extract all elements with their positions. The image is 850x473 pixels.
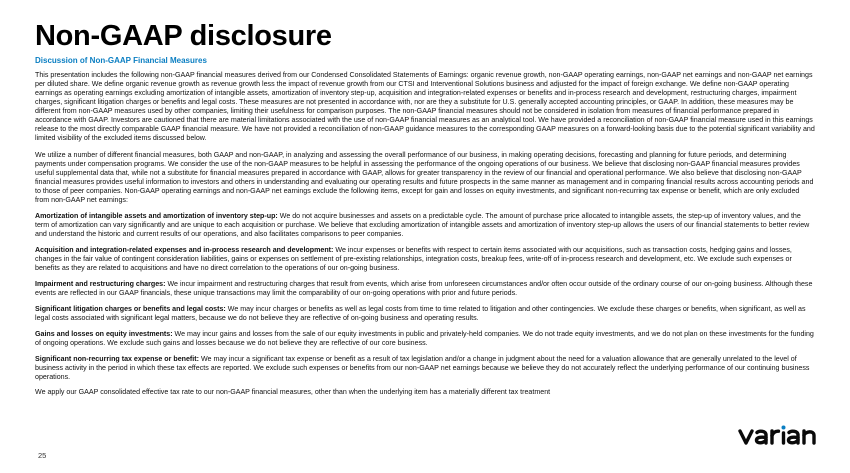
excluded-item bbox=[35, 280, 815, 298]
excluded-item-text: We incur impairment and restructuring charges that result from events, which arise from unforeseen circumstances and/or often occur outside of the ordinary course of our on-going business. Although these events are reflected in our GAAP financials, these unique transactions may limit the comparability of our on-going operations with prior and future periods. bbox=[35, 279, 813, 297]
excluded-item-text: We incur expenses or benefits with respect to certain items associated with our acquisitions, such as transaction costs, hedging gains and losses, changes in the fair value of contingent consideration liabilities, gains or expenses on settlement of pre-existing relationships, integration costs, breakup fees, write-off of in-process research and development, etc. We exclude such expenses or benefits as they are related to acquisitions and have no direct correlation to the operations of our on-going business. bbox=[35, 245, 792, 272]
excluded-item-heading: Impairment and restructuring charges: bbox=[35, 279, 166, 288]
usage-paragraph: We utilize a number of different financial measures, both GAAP and non-GAAP, in analyzing and assessing the overall performance of our business, in making operating decisions, forecasting and planning for future periods, and determining payments under compensation programs. We consider the use of the non-GAAP measures to be helpful in assessing the performance of the ongoing operations of our business. We believe that disclosing non-GAAP financial measures provides useful supplemental data that, while not a substitute for financial measures prepared in accordance with GAAP, allows for greater transparency in the review of our financial and operational performance. We also believe that disclosing non-GAAP financial measures provides useful information to investors and others in understanding and evaluating our operating results and future prospects in the same manner as management and in comparing financial results across accounting periods and to those of peer companies. Non-GAAP operating earnings and non-GAAP net earnings exclude the following items, except for gain and losses on equity investments, and significant non-recurring tax expense or benefit, which are only excluded from non-GAAP net earnings: bbox=[35, 150, 814, 205]
excluded-item-text: We do not acquire businesses and assets on a predictable cycle. The amount of purchase price allocated to intangible assets, the step-up of inventory values, and the term of amortization can vary significantly and are unique to each acquisition or purchase. We believe that excluding amortization of intangible assets and amortization of inventory step-up allows the users of our financial statements to better review and understand the historic and current results of our operations, and also facilitates comparisons to peer companies. bbox=[35, 211, 810, 239]
excluded-item bbox=[35, 330, 815, 348]
excluded-item-heading: Gains and losses on equity investments: bbox=[35, 329, 173, 338]
page-title: Non-GAAP disclosure bbox=[35, 20, 332, 52]
excluded-item-heading: Amortization of intangible assets and amortization of inventory step-up: bbox=[35, 211, 278, 220]
intro-paragraph: This presentation includes the following non-GAAP financial measures derived from our Condensed Consolidated Statements of Earnings: organic revenue growth, non-GAAP operating earnings, non-GAAP net earnings and non-GAAP net earnings per diluted share. We define organic revenue growth as revenue growth less the impact of revenue growth from our CTSI and Interventional Solutions business and adjusted for the impact of foreign exchange. We define non-GAAP operating earnings as operating earnings excluding amortization of intangible assets, amortization of inventory step-up, acquisition and integration-related expenses or benefits and in-process research and development, restructuring charges, impairment charges, significant litigation charges or benefits and legal costs. These measures are not presented in accordance with, nor are they a substitute for U.S. generally accepted accounting principles, or GAAP. In addition, these measures may be different from non-GAAP measures used by other companies, limiting their usefulness for comparison purposes. The non-GAAP financial measures should not be considered in isolation from measures of financial performance prepared in accordance with GAAP. Investors are cautioned that there are material limitations associated with the use of non-GAAP financial measures as an analytical tool. We have provided a reconciliation of non-GAAP financial measure used in this earnings release to the most directly comparable GAAP financial measure. We have not provided a reconciliation of non-GAAP guidance measures to the corresponding GAAP measures on a forward-looking basis due to the potential significant variability and limited visibility of the excluded items discussed below. bbox=[35, 71, 815, 143]
excluded-item bbox=[35, 212, 815, 239]
excluded-item-heading: Acquisition and integration-related expenses and in-process research and development: bbox=[35, 245, 334, 254]
excluded-item-heading: Significant litigation charges or benefits and legal costs: bbox=[35, 304, 226, 313]
excluded-item bbox=[35, 355, 815, 382]
excluded-item bbox=[35, 246, 815, 273]
excluded-item-text: We may incur gains and losses from the sale of our equity investments in public and privately-held companies. We do not trade equity investments, and we do not plan on these investments for the funding of ongoing operations. We exclude such gains and losses because we do not believe they are reflective of our core business. bbox=[35, 329, 814, 347]
excluded-item-heading: Significant non-recurring tax expense or benefit: bbox=[35, 354, 199, 363]
disclosure-body bbox=[35, 71, 815, 404]
page-number: 25 bbox=[38, 451, 47, 460]
excluded-item-text: We may incur a significant tax expense or benefit as a result of tax legislation and/or a change in judgment about the need for a valuation allowance that are generally unrelated to the level of business activity in the period in which these tax effects are reported. We exclude such expenses or benefits from our non-GAAP net earnings because we believe they do not accurately reflect the underlying performance of our continuing business operations. bbox=[35, 354, 810, 381]
excluded-item-text: We may incur charges or benefits as well as legal costs from time to time related to litigation and other contingencies. We exclude these charges or benefits, when significant, as well as legal costs associated with significant legal matters, because we do not believe they are reflective of on-going business and operating results. bbox=[35, 304, 806, 322]
closing-paragraph: We apply our GAAP consolidated effective tax rate to our non-GAAP financial measures, other than when the underlying item has a materially different tax treatment bbox=[35, 388, 551, 397]
varian-logo bbox=[737, 423, 817, 449]
section-subtitle: Discussion of Non-GAAP Financial Measures bbox=[35, 56, 207, 65]
excluded-item bbox=[35, 305, 815, 323]
